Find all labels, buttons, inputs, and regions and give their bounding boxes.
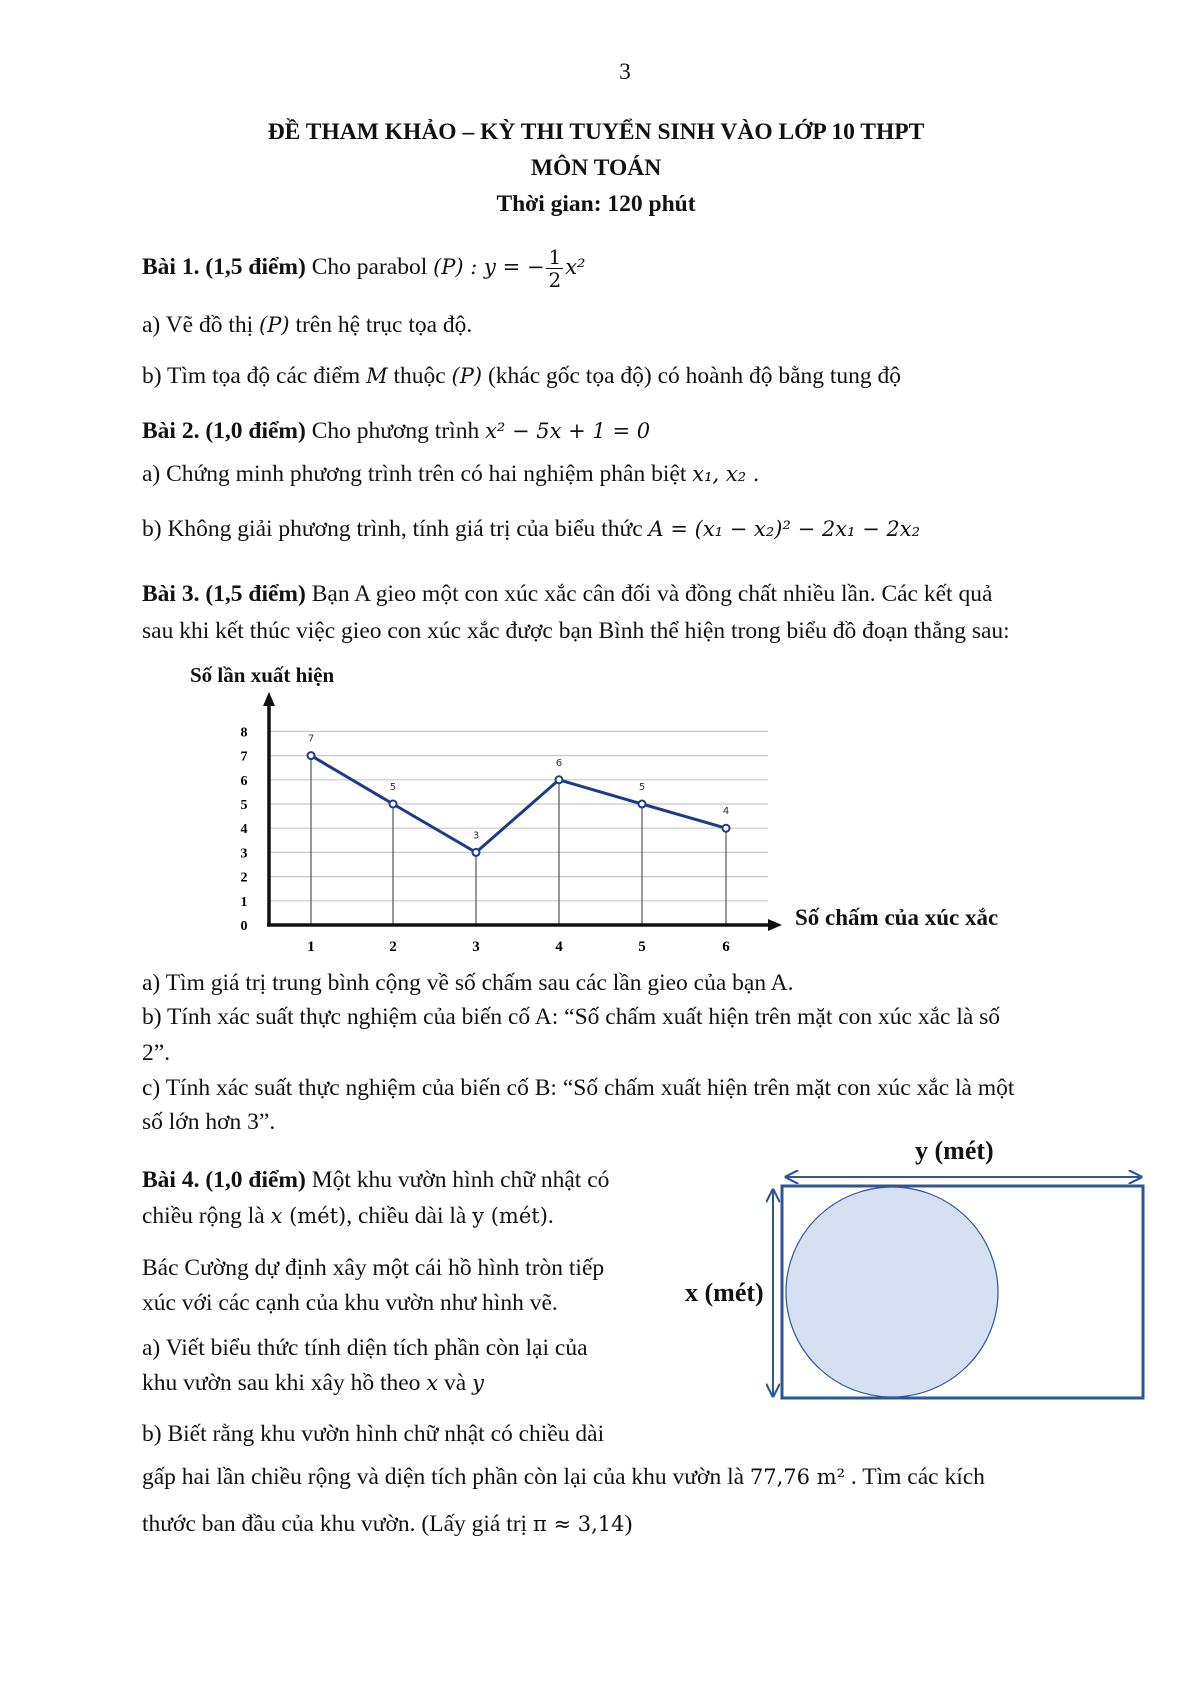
subject-title: MÔN TOÁN: [530, 155, 662, 181]
y-tick-label: 5: [240, 798, 248, 813]
text: và: [438, 1370, 473, 1396]
bai1-statement: [142, 246, 585, 291]
bai2-part-a: [142, 459, 759, 489]
x-tick-label: 3: [472, 939, 480, 955]
bai2-statement: [142, 416, 650, 446]
y-tick-label: 2: [240, 870, 248, 886]
chart-y-axis-label: Số lần xuất hiện: [190, 663, 335, 687]
bai4-statement-2: [142, 1201, 554, 1231]
bai4-statement-4: xúc với các cạnh của khu vườn như hình vẽ.: [142, 1290, 558, 1316]
diagram-y-label: y (mét): [915, 1136, 994, 1165]
bai2-heading: Bài 2. (1,0 điểm): [142, 418, 306, 444]
bai4-statement-1: [142, 1165, 609, 1195]
text: a) Vẽ đồ thị: [142, 312, 260, 338]
bai1-text: Cho parabol: [305, 253, 434, 280]
text: trên hệ trục tọa độ.: [289, 312, 473, 338]
time-limit: Thời gian: 120 phút: [496, 191, 696, 217]
bai3-part-c-line2: số lớn hơn 3”.: [142, 1109, 276, 1135]
text: Bạn A gieo một con xúc xắc cân đối và đồng chất nhiều lần. Các kết quả: [305, 581, 993, 607]
text: chiều rộng là: [142, 1203, 271, 1229]
text: thuộc: [387, 363, 452, 389]
y-tick-label: 7: [240, 749, 248, 765]
bai3-statement-2: sau khi kết thúc việc gieo con xúc xắc được bạn Bình thể hiện trong biểu đồ đoạn thẳng sau:: [142, 618, 1010, 644]
data-point: [390, 801, 397, 808]
math: x² − 5x + 1 = 0: [485, 419, 651, 443]
x-tick-label: 5: [638, 939, 646, 955]
text: ): [624, 1511, 633, 1537]
text: b) Không giải phương trình, tính giá trị của biểu thức: [142, 516, 649, 542]
bai4-part-a-line1: a) Viết biểu thức tính diện tích phần còn lại của: [142, 1335, 588, 1361]
math: y: [472, 1371, 484, 1395]
text: thước ban đầu của khu vườn. (Lấy giá trị: [142, 1511, 533, 1537]
bai1-part-b: [142, 361, 901, 391]
bai3-heading: Bài 3. (1,5 điểm): [142, 581, 306, 607]
pond-circle: [786, 1187, 998, 1397]
y-tick-label: 3: [240, 846, 248, 862]
y-tick-label: 8: [240, 725, 248, 741]
series-line: [311, 756, 726, 853]
math: π ≈ 3,14: [532, 1512, 625, 1536]
garden-rectangle: [782, 1186, 1143, 1398]
text: .: [547, 1203, 554, 1229]
math: (P): [259, 313, 290, 337]
bai1-part-a: [142, 310, 472, 340]
math: A = (x₁ − x₂)² − 2x₁ − 2x₂: [648, 517, 921, 541]
text: (khác gốc tọa độ) có hoành độ bằng tung độ: [482, 363, 902, 389]
bai1-formula-left: (P) : y = −: [433, 254, 545, 279]
text: khu vườn sau khi xây hồ theo: [142, 1370, 427, 1396]
diagram-x-label: x (mét): [685, 1278, 764, 1307]
math: y (mét): [472, 1204, 548, 1228]
bai3-statement-1: [142, 579, 992, 609]
bai4-statement-3: Bác Cường dự định xây một cái hồ hình tròn tiếp: [142, 1255, 605, 1281]
text: gấp hai lần chiều rộng và diện tích phần còn lại của khu vườn là: [142, 1464, 750, 1490]
bai3-part-a: a) Tìm giá trị trung bình cộng về số chấm sau các lần gieo của bạn A.: [142, 970, 794, 996]
bai3-part-c-line1: c) Tính xác suất thực nghiệm của biến cố B: “Số chấm xuất hiện trên mặt con xúc xắc là một: [142, 1075, 1015, 1101]
bai1-heading: Bài 1. (1,5 điểm): [142, 253, 306, 280]
bai4-part-b-line3: [142, 1509, 632, 1539]
data-point: [723, 825, 730, 832]
text: b) Tìm tọa độ các điểm: [142, 363, 367, 389]
data-label: 5: [389, 782, 397, 793]
data-point: [639, 801, 646, 808]
bai1-fraction: [546, 246, 563, 291]
math: 77,76 m²: [749, 1465, 846, 1489]
text: . Tìm các kích: [845, 1464, 985, 1490]
math: x₁, x₂ .: [692, 462, 760, 486]
math: x: [270, 1204, 283, 1228]
x-tick-label: 1: [307, 939, 315, 955]
math: M: [366, 364, 388, 388]
exam-title: ĐỀ THAM KHẢO – KỲ THI TUYỂN SINH VÀO LỚP 10 THPT: [267, 119, 925, 145]
chart-x-axis-label: Số chấm của xúc xắc: [795, 905, 999, 930]
data-point: [473, 849, 480, 856]
x-tick-label: 6: [722, 939, 730, 955]
y-tick-label: 1: [240, 894, 248, 910]
y-axis-arrow-icon: [263, 692, 275, 706]
text: Một khu vườn hình chữ nhật có: [305, 1167, 610, 1193]
text: a) Chứng minh phương trình trên có hai nghiệm phân biệt: [142, 461, 693, 487]
data-label: 3: [472, 830, 480, 842]
frac-num: 1: [548, 245, 562, 269]
bai4-part-b-line2: [142, 1462, 985, 1492]
page-number: 3: [619, 59, 631, 85]
bai3-part-b-line2: 2”.: [142, 1040, 171, 1066]
x-axis-arrow-icon: [768, 919, 782, 931]
data-point: [556, 776, 563, 783]
math: (mét): [282, 1204, 347, 1228]
text: Cho phương trình: [305, 418, 486, 444]
x-tick-label: 4: [555, 939, 563, 955]
bai4-heading: Bài 4. (1,0 điểm): [142, 1167, 306, 1193]
frac-den: 2: [548, 268, 562, 292]
bai1-formula-right: x²: [565, 254, 586, 279]
bai2-part-b: [142, 514, 920, 544]
bai4-part-a-line2: [142, 1368, 484, 1398]
data-label: 5: [638, 782, 646, 793]
data-label: 7: [307, 733, 315, 745]
bai4-part-b-line1: b) Biết rằng khu vườn hình chữ nhật có chiều dài: [142, 1421, 605, 1447]
bai3-part-b-line1: b) Tính xác suất thực nghiệm của biến cố A: “Số chấm xuất hiện trên mặt con xúc xắc là số: [142, 1004, 1001, 1030]
y-tick-label: 4: [240, 822, 248, 838]
data-point: [308, 752, 315, 759]
x-tick-label: 2: [389, 939, 397, 955]
math: (P): [451, 364, 483, 388]
data-label: 6: [555, 757, 563, 769]
data-label: 4: [722, 806, 730, 818]
math: x: [426, 1371, 439, 1395]
y-tick-label: 6: [240, 773, 248, 789]
text: , chiều dài là: [346, 1203, 473, 1229]
y-tick-label: 0: [240, 919, 248, 934]
